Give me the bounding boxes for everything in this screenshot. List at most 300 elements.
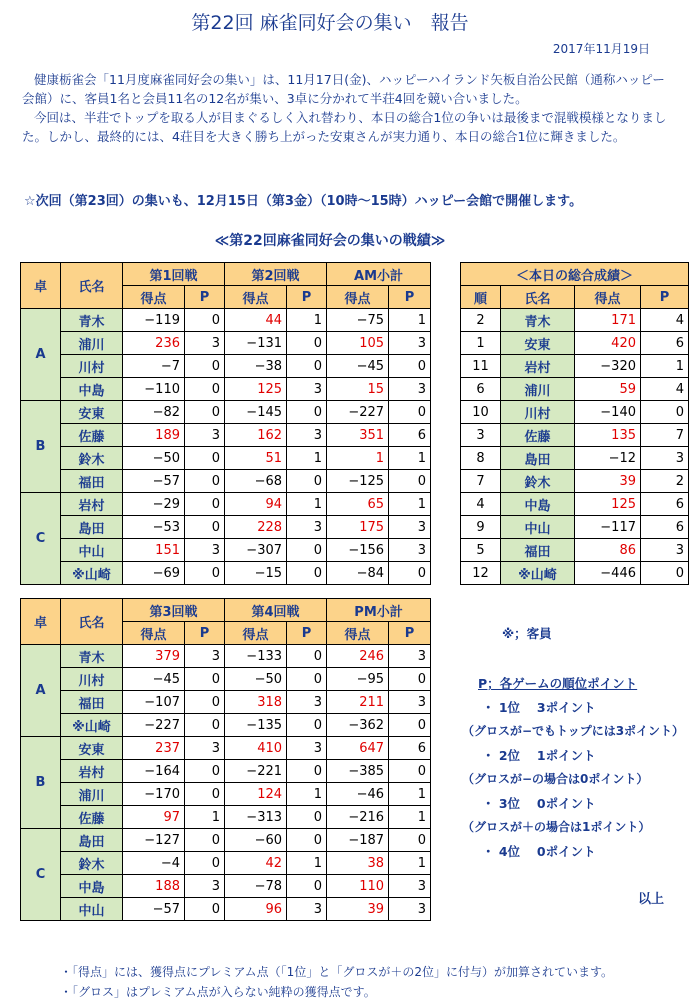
point-cell: 6 [641,493,689,516]
score-cell: 65 [327,493,389,516]
player-name: 福田 [61,470,123,493]
table-row [461,516,689,539]
point-cell: 0 [287,829,327,852]
player-name: 中山 [501,516,575,539]
table-row [461,539,689,562]
score-cell: −119 [123,309,185,332]
score-cell: 420 [575,332,641,355]
point-cell: 0 [641,562,689,585]
score-cell: −313 [225,806,287,829]
score-cell: 189 [123,424,185,447]
score-cell: 86 [575,539,641,562]
score-cell: 188 [123,875,185,898]
table-row [21,691,431,714]
col-score: 得点 [225,286,287,309]
point-cell: 0 [185,691,225,714]
rank-cell: 10 [461,401,501,424]
point-cell: 1 [389,806,431,829]
point-cell: 3 [389,516,431,539]
report-date: 2017年11月19日 [552,42,650,56]
point-cell: 0 [185,447,225,470]
score-cell: 318 [225,691,287,714]
score-cell: 1 [327,447,389,470]
score-cell: −15 [225,562,287,585]
col-game3: 第3回戦 [123,599,225,622]
table-row [21,516,431,539]
player-name: 川村 [61,668,123,691]
score-cell: 647 [327,737,389,760]
player-name: 島田 [61,516,123,539]
point-cell: 0 [185,668,225,691]
col-point: P [287,622,327,645]
col-game1: 第1回戦 [123,263,225,286]
score-cell: −57 [123,898,185,921]
score-cell: −446 [575,562,641,585]
point-cell: 0 [185,493,225,516]
score-cell: −12 [575,447,641,470]
score-cell: −131 [225,332,287,355]
score-cell: 39 [575,470,641,493]
point-cell: 0 [185,309,225,332]
player-name: 中山 [61,898,123,921]
point-cell: 0 [185,829,225,852]
score-cell: −227 [123,714,185,737]
col-table: 卓 [21,263,61,309]
point-cell: 0 [389,829,431,852]
col-rank: 順 [461,286,501,309]
player-name: 浦川 [501,378,575,401]
table-row [21,401,431,424]
player-name: ※山崎 [61,562,123,585]
rank-cell: 9 [461,516,501,539]
table-row [461,355,689,378]
player-name: 岩村 [61,760,123,783]
point-cell: 0 [185,355,225,378]
point-cell: 3 [287,737,327,760]
score-cell: 51 [225,447,287,470]
footer-line: ・「得点」には、獲得点にプレミアム点（「1位」と「グロスが＋の2位」に付与）が加算されています。 [60,965,613,979]
player-name: 中島 [61,378,123,401]
table-row [21,645,431,668]
rank-cell: 7 [461,470,501,493]
rule-line: （グロスが−の場合は0ポイント） [462,772,649,786]
point-cell: 0 [389,668,431,691]
rule-line: （グロスが＋の場合は1ポイント） [462,820,651,834]
table-row [21,355,431,378]
score-cell: 175 [327,516,389,539]
col-score: 得点 [123,286,185,309]
score-cell: −60 [225,829,287,852]
am-results-table [20,262,431,585]
score-cell: −7 [123,355,185,378]
score-cell: −164 [123,760,185,783]
player-name: 鈴木 [501,470,575,493]
pm-results-table [20,598,431,921]
table-row [21,898,431,921]
col-score: 得点 [123,622,185,645]
rank-cell: 11 [461,355,501,378]
point-cell: 0 [287,332,327,355]
point-cell: 3 [389,898,431,921]
player-name: 浦川 [61,332,123,355]
score-cell: 59 [575,378,641,401]
score-cell: −127 [123,829,185,852]
point-cell: 0 [185,401,225,424]
score-cell: 38 [327,852,389,875]
table-label: A [21,645,61,737]
score-cell: 162 [225,424,287,447]
score-cell: 135 [575,424,641,447]
player-name: 島田 [501,447,575,470]
score-cell: −50 [225,668,287,691]
player-name: 佐藤 [61,424,123,447]
score-cell: −135 [225,714,287,737]
point-cell: 0 [185,378,225,401]
score-cell: 125 [575,493,641,516]
score-cell: −68 [225,470,287,493]
score-cell: 410 [225,737,287,760]
col-point: P [389,622,431,645]
col-name: 氏名 [61,599,123,645]
point-cell: 3 [287,424,327,447]
point-cell: 0 [287,806,327,829]
score-cell: −140 [575,401,641,424]
col-point: P [641,286,689,309]
score-cell: −4 [123,852,185,875]
rank-cell: 4 [461,493,501,516]
col-score: 得点 [575,286,641,309]
point-cell: 3 [641,539,689,562]
player-name: 川村 [501,401,575,424]
rank-cell: 8 [461,447,501,470]
score-cell: −84 [327,562,389,585]
table-row [461,470,689,493]
score-cell: −145 [225,401,287,424]
table-row [21,760,431,783]
point-rules-title: P；各ゲームの順位ポイント [478,676,638,691]
score-cell: −362 [327,714,389,737]
table-row [21,424,431,447]
point-cell: 6 [389,737,431,760]
score-cell: −46 [327,783,389,806]
table-row [461,493,689,516]
score-cell: 211 [327,691,389,714]
table-row [21,783,431,806]
score-cell: 39 [327,898,389,921]
point-cell: 0 [287,401,327,424]
score-cell: 124 [225,783,287,806]
player-name: 青木 [501,309,575,332]
intro-paragraph-2: 今回は、半荘でトップを取る人が目まぐるしく入れ替わり、本日の総合1位の争いは最後まで混戦模様となりました。しかし、最終的には、4荘目を大きく勝ち上がった安東さんが実力通り、本日の総合1位に輝きました。 [22,110,667,144]
point-cell: 3 [641,447,689,470]
rule-line: ・ 4位 0ポイント [482,844,596,859]
player-name: 鈴木 [61,852,123,875]
point-cell: 3 [389,539,431,562]
point-cell: 0 [185,470,225,493]
intro-paragraph-1: 健康栃雀会「11月度麻雀同好会の集い」は、11月17日(金)、ハッピーハイランド矢板自治公民館（通称ハッピー会館）に、客員1名と会員11名の12名が集い、3卓に分かれて半荘4回を競い合いました。 [22,72,665,106]
table-row [21,714,431,737]
player-name: 浦川 [61,783,123,806]
player-name: 島田 [61,829,123,852]
player-name: 青木 [61,645,123,668]
point-cell: 3 [287,378,327,401]
table-row [21,539,431,562]
point-cell: 1 [287,852,327,875]
table-row [21,852,431,875]
table-row [21,806,431,829]
rank-cell: 3 [461,424,501,447]
player-name: 鈴木 [61,447,123,470]
table-row [461,332,689,355]
score-cell: 236 [123,332,185,355]
player-name: 安東 [501,332,575,355]
score-cell: −221 [225,760,287,783]
table-row [21,493,431,516]
point-cell: 3 [185,332,225,355]
player-name: 佐藤 [61,806,123,829]
guest-note: ※；客員 [502,626,552,641]
score-cell: −29 [123,493,185,516]
col-game4: 第4回戦 [225,599,327,622]
point-cell: 2 [641,470,689,493]
point-cell: 0 [287,645,327,668]
score-cell: −53 [123,516,185,539]
score-cell: 96 [225,898,287,921]
table-row [461,447,689,470]
point-cell: 7 [641,424,689,447]
score-cell: 171 [575,309,641,332]
point-cell: 0 [389,714,431,737]
point-cell: 3 [287,516,327,539]
score-cell: −57 [123,470,185,493]
point-cell: 0 [185,714,225,737]
point-cell: 0 [185,898,225,921]
table-row [461,309,689,332]
point-cell: 1 [287,309,327,332]
point-cell: 1 [287,447,327,470]
player-name: ※山崎 [501,562,575,585]
score-cell: −216 [327,806,389,829]
score-cell: −125 [327,470,389,493]
point-cell: 6 [389,424,431,447]
table-row [21,875,431,898]
point-cell: 3 [185,539,225,562]
rank-cell: 2 [461,309,501,332]
rank-cell: 5 [461,539,501,562]
col-score: 得点 [327,286,389,309]
player-name: 福田 [61,691,123,714]
table-row [461,562,689,585]
point-cell: 1 [389,309,431,332]
score-cell: −307 [225,539,287,562]
col-point: P [287,286,327,309]
player-name: 安東 [61,737,123,760]
score-cell: 105 [327,332,389,355]
point-cell: 1 [287,783,327,806]
point-cell: 0 [185,562,225,585]
score-cell: −95 [327,668,389,691]
score-cell: −133 [225,645,287,668]
score-cell: −45 [327,355,389,378]
overall-title: ＜本日の総合成績＞ [461,263,689,286]
footer-notes [60,962,613,1002]
player-name: 安東 [61,401,123,424]
point-cell: 0 [641,401,689,424]
point-cell: 3 [185,424,225,447]
point-cell: 1 [287,493,327,516]
rank-cell: 12 [461,562,501,585]
point-cell: 1 [389,783,431,806]
point-cell: 0 [287,539,327,562]
col-score: 得点 [327,622,389,645]
score-cell: −385 [327,760,389,783]
col-table: 卓 [21,599,61,645]
point-cell: 0 [287,470,327,493]
score-cell: 15 [327,378,389,401]
player-name: 川村 [61,355,123,378]
point-cell: 4 [641,378,689,401]
player-name: 中山 [61,539,123,562]
rule-line: ・ 2位 1ポイント [482,748,596,763]
point-cell: 4 [641,309,689,332]
rule-line: ・ 1位 3ポイント [482,700,596,715]
score-cell: −187 [327,829,389,852]
score-cell: 42 [225,852,287,875]
score-cell: 110 [327,875,389,898]
score-cell: −69 [123,562,185,585]
score-cell: −38 [225,355,287,378]
point-cell: 3 [287,691,327,714]
point-cell: 3 [185,645,225,668]
point-cell: 0 [287,760,327,783]
point-cell: 0 [287,562,327,585]
score-cell: −170 [123,783,185,806]
page-title: 第22回 麻雀同好会の集い 報告 [191,12,469,34]
table-row [21,737,431,760]
point-cell: 3 [185,737,225,760]
point-cell: 6 [641,332,689,355]
score-cell: −45 [123,668,185,691]
player-name: 佐藤 [501,424,575,447]
next-meeting-notice: ☆次回（第23回）の集いも、12月15日（第3金）（10時〜15時）ハッピー会館で開催します。 [24,194,583,209]
score-cell: −82 [123,401,185,424]
point-cell: 1 [389,447,431,470]
score-cell: 94 [225,493,287,516]
score-cell: −107 [123,691,185,714]
table-row [21,378,431,401]
score-cell: −320 [575,355,641,378]
table-row [21,562,431,585]
point-cell: 0 [389,562,431,585]
point-cell: 3 [389,378,431,401]
score-cell: 237 [123,737,185,760]
table-label: A [21,309,61,401]
table-row [461,401,689,424]
point-cell: 3 [389,691,431,714]
player-name: ※山崎 [61,714,123,737]
point-cell: 0 [185,760,225,783]
point-cell: 3 [389,645,431,668]
player-name: 中島 [61,875,123,898]
score-cell: 379 [123,645,185,668]
col-score: 得点 [225,622,287,645]
table-row [461,424,689,447]
rule-line: （グロスが−でもトップには3ポイント） [462,724,685,738]
point-cell: 1 [389,852,431,875]
col-point: P [185,286,225,309]
point-cell: 1 [641,355,689,378]
score-cell: −75 [327,309,389,332]
point-cell: 3 [185,875,225,898]
col-name: 氏名 [501,286,575,309]
footer-line: ・「グロス」はプレミアム点が入らない純粋の獲得点です。 [60,985,376,999]
table-row [21,470,431,493]
col-point: P [185,622,225,645]
score-cell: 151 [123,539,185,562]
table-label: C [21,493,61,585]
player-name: 岩村 [61,493,123,516]
score-cell: 97 [123,806,185,829]
point-cell: 0 [287,714,327,737]
point-cell: 3 [389,332,431,355]
point-cell: 1 [389,493,431,516]
col-name: 氏名 [61,263,123,309]
col-game2: 第2回戦 [225,263,327,286]
point-cell: 0 [185,516,225,539]
score-cell: −78 [225,875,287,898]
player-name: 青木 [61,309,123,332]
overall-results-table [460,262,689,585]
col-pm-subtotal: PM小計 [327,599,431,622]
table-label: C [21,829,61,921]
point-cell: 0 [185,852,225,875]
score-cell: 44 [225,309,287,332]
point-cell: 0 [287,355,327,378]
rank-cell: 1 [461,332,501,355]
table-row [21,829,431,852]
point-cell: 3 [287,898,327,921]
player-name: 中島 [501,493,575,516]
score-cell: 351 [327,424,389,447]
score-cell: −50 [123,447,185,470]
point-cell: 3 [389,875,431,898]
score-cell: 246 [327,645,389,668]
records-title: ≪第22回麻雀同好会の集いの戦績≫ [214,233,446,249]
rank-cell: 6 [461,378,501,401]
table-row [21,668,431,691]
score-cell: −110 [123,378,185,401]
table-row [21,309,431,332]
point-cell: 0 [389,355,431,378]
point-cell: 0 [185,783,225,806]
score-cell: 125 [225,378,287,401]
table-label: B [21,401,61,493]
point-cell: 1 [185,806,225,829]
point-cell: 0 [389,401,431,424]
point-cell: 0 [287,875,327,898]
score-cell: 228 [225,516,287,539]
col-am-subtotal: AM小計 [327,263,431,286]
point-cell: 6 [641,516,689,539]
score-cell: −117 [575,516,641,539]
rule-line: ・ 3位 0ポイント [482,796,596,811]
closing-mark: 以上 [638,892,665,907]
intro-text [22,70,672,146]
col-point: P [389,286,431,309]
score-cell: −156 [327,539,389,562]
table-row [21,332,431,355]
point-cell: 0 [389,760,431,783]
